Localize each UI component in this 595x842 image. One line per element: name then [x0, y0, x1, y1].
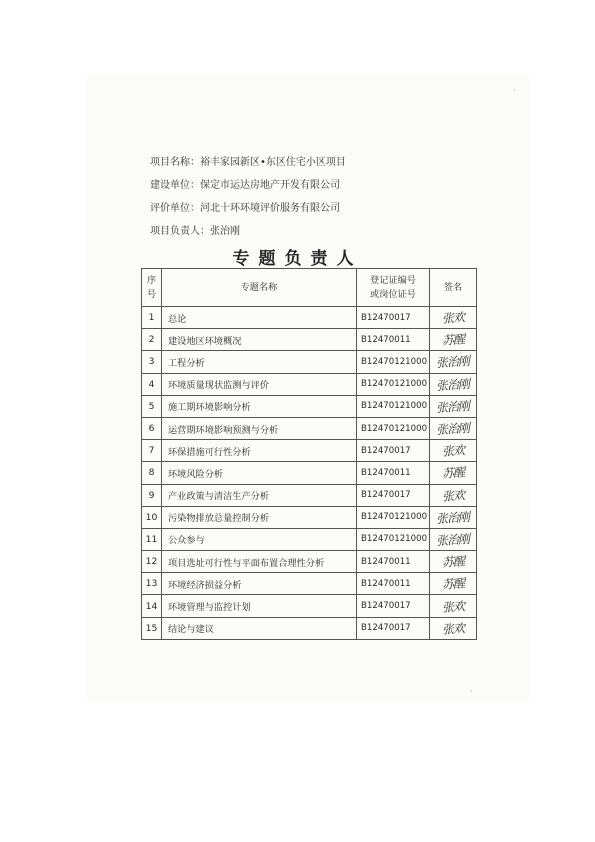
- topic-name: 工程分析: [162, 351, 357, 373]
- topic-name: 施工期环境影响分析: [162, 395, 357, 417]
- handwritten-signature: 张欢: [441, 620, 465, 637]
- table-row: [142, 528, 477, 550]
- evaluator-line: [150, 199, 340, 214]
- handwritten-signature: 苏醒: [441, 465, 465, 482]
- handwritten-signature: 张治刚: [436, 509, 470, 526]
- topic-name: 污染物排放总量控制分析: [162, 506, 357, 528]
- table-row: [142, 329, 477, 351]
- signature-cell: [430, 307, 477, 329]
- handwritten-signature: 张治刚: [436, 376, 470, 393]
- signature-cell: [430, 417, 477, 439]
- row-number: 4: [142, 373, 162, 395]
- header-no-line2: 号: [146, 288, 157, 300]
- scan-mark: ·: [470, 687, 473, 697]
- handwritten-signature: 张欢: [441, 487, 465, 504]
- builder-value: 保定市运达房地产开发有限公司: [200, 180, 340, 191]
- row-number: 10: [142, 506, 162, 528]
- evaluator-value: 河北十环环境评价服务有限公司: [200, 203, 340, 214]
- project-name-label: 项目名称：: [150, 157, 200, 168]
- table-header-row: [142, 269, 477, 307]
- project-leader-line: [150, 222, 240, 237]
- certificate-number: B12470011: [357, 329, 430, 351]
- signature-cell: [430, 395, 477, 417]
- builder-label: 建设单位：: [150, 180, 200, 191]
- row-number: 12: [142, 551, 162, 573]
- signature-cell: [430, 351, 477, 373]
- row-number: 8: [142, 462, 162, 484]
- header-signature: 签名: [430, 269, 477, 307]
- handwritten-signature: 张治刚: [436, 354, 470, 371]
- builder-line: [150, 176, 340, 191]
- handwritten-signature: 苏醒: [441, 332, 465, 349]
- signature-cell: [430, 551, 477, 573]
- handwritten-signature: 张治刚: [436, 531, 470, 549]
- topic-name: 结论与建议: [162, 617, 357, 639]
- row-number: 1: [142, 307, 162, 329]
- topic-name: 环保措施可行性分析: [162, 440, 357, 462]
- handwritten-signature: 张欢: [441, 443, 465, 459]
- topic-name: 公众参与: [162, 528, 357, 550]
- table-row: [142, 595, 477, 617]
- row-number: 5: [142, 395, 162, 417]
- row-number: 2: [142, 329, 162, 351]
- header-code-line1: 登记证编号: [370, 274, 416, 286]
- certificate-number: B12470017: [357, 484, 430, 506]
- certificate-number: B12470011: [357, 462, 430, 484]
- certificate-number: B12470121000: [357, 528, 430, 550]
- handwritten-signature: 张欢: [441, 310, 465, 326]
- header-code-line2: 或岗位证号: [370, 288, 416, 300]
- header-no: [142, 269, 162, 307]
- handwritten-signature: 苏醒: [441, 576, 465, 593]
- topic-name: 运营期环境影响预测与分析: [162, 417, 357, 439]
- table-row: [142, 307, 477, 329]
- topic-name: 项目选址可行性与平面布置合理性分析: [162, 551, 357, 573]
- signature-cell: [430, 617, 477, 639]
- row-number: 13: [142, 573, 162, 595]
- table-row: [142, 373, 477, 395]
- certificate-number: B12470011: [357, 551, 430, 573]
- topic-name: 建设地区环境概况: [162, 329, 357, 351]
- row-number: 14: [142, 595, 162, 617]
- signature-cell: [430, 373, 477, 395]
- certificate-number: B12470121000: [357, 506, 430, 528]
- header-topic: 专题名称: [162, 269, 357, 307]
- certificate-number: B12470121000: [357, 395, 430, 417]
- table-row: [142, 484, 477, 506]
- row-number: 11: [142, 528, 162, 550]
- handwritten-signature: 张欢: [441, 598, 465, 615]
- table-row: [142, 440, 477, 462]
- signature-cell: [430, 462, 477, 484]
- certificate-number: B12470121000: [357, 351, 430, 373]
- signature-cell: [430, 595, 477, 617]
- certificate-number: B12470121000: [357, 373, 430, 395]
- row-number: 9: [142, 484, 162, 506]
- certificate-number: B12470121000: [357, 417, 430, 439]
- table-row: [142, 573, 477, 595]
- row-number: 7: [142, 440, 162, 462]
- row-number: 3: [142, 351, 162, 373]
- topic-name: 总论: [162, 307, 357, 329]
- handwritten-signature: 苏醒: [441, 554, 465, 570]
- table-row: [142, 395, 477, 417]
- handwritten-signature: 张治刚: [436, 420, 470, 438]
- certificate-number: B12470017: [357, 440, 430, 462]
- row-number: 15: [142, 617, 162, 639]
- table-row: [142, 506, 477, 528]
- topic-responsibility-table: [141, 268, 477, 640]
- handwritten-signature: 张治刚: [436, 398, 470, 415]
- certificate-number: B12470011: [357, 573, 430, 595]
- header-code: [357, 269, 430, 307]
- table-row: [142, 462, 477, 484]
- table-row: [142, 617, 477, 639]
- certificate-number: B12470017: [357, 617, 430, 639]
- project-name-line: [150, 153, 346, 168]
- evaluator-label: 评价单位：: [150, 203, 200, 214]
- project-name-value: 裕丰家园新区•东区住宅小区项目: [200, 157, 346, 168]
- certificate-number: B12470017: [357, 595, 430, 617]
- project-leader-value: 张治刚: [210, 226, 240, 237]
- certificate-number: B12470017: [357, 307, 430, 329]
- topic-name: 产业政策与清洁生产分析: [162, 484, 357, 506]
- signature-cell: [430, 573, 477, 595]
- table-row: [142, 351, 477, 373]
- header-no-line1: 序: [146, 274, 157, 286]
- project-leader-label: 项目负责人：: [150, 226, 210, 237]
- table-row: [142, 551, 477, 573]
- signature-cell: [430, 484, 477, 506]
- topic-name: 环境管理与监控计划: [162, 595, 357, 617]
- table-row: [142, 417, 477, 439]
- page-title: 专题负责人: [232, 249, 363, 269]
- topic-name: 环境风险分析: [162, 462, 357, 484]
- signature-cell: [430, 440, 477, 462]
- topic-name: 环境质量现状监测与评价: [162, 373, 357, 395]
- row-number: 6: [142, 417, 162, 439]
- signature-cell: [430, 506, 477, 528]
- signature-cell: [430, 329, 477, 351]
- topic-name: 环境经济损益分析: [162, 573, 357, 595]
- scan-mark: ·: [513, 86, 516, 96]
- signature-cell: [430, 528, 477, 550]
